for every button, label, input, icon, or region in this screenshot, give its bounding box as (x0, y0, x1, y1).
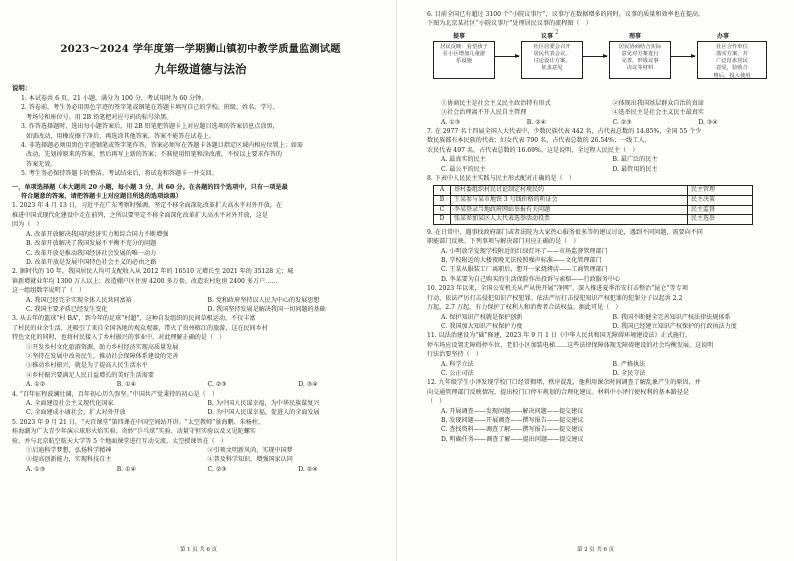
answer-option: C. 改革开放是推动我国经济社会发展的唯一动力 (26, 249, 157, 257)
question-stem-line: 了村民的业余生活，还吸引了来自全国各地的观众观赛，带火了贵州榕江的旅游，这在民间乡村 (12, 324, 268, 332)
statement-item: ④乡村振兴要满足人民日益增长的美好生活需要 (26, 371, 154, 379)
flow-step-box: 居民反映：看望孩子 在小区增加儿童游 乐设施 (433, 41, 495, 79)
statement-item: ②引领文明新风尚，实现中国梦 (207, 447, 293, 455)
flow-step-box: 社区合作单位 落实方案，并 广泛征求居民 意见，验收合 格后，投入使用 (697, 41, 767, 79)
page-2 (397, 0, 794, 561)
answer-option: A. ①③ (441, 118, 461, 126)
question-stem-line: 特色文化的同时，也将村民接入了乡村振兴的事业中，对此理解正确的是（ ） (12, 334, 226, 342)
question-stem-line: 推进中国式现代化建设中走在前列，之所以要坚定不移全面深化改革扩大高水平对外开放，这是 (12, 211, 268, 219)
table-cell: 张某参加某区人大代表选举活动投票 (451, 215, 688, 225)
answer-option: C. 全面建成小康社会，扩大对外开放 (26, 409, 126, 417)
answer-option: A. 保护知识产权就是保护创新 (441, 313, 523, 321)
question-2 (12, 267, 389, 314)
answer-option: A. 科学立法 (441, 360, 474, 368)
question-12 (427, 378, 784, 444)
question-stem-line: 因为（ ） (12, 221, 43, 229)
question-10 (427, 284, 784, 331)
statement-item: ③提高创新能力，实现科技自主 (26, 456, 112, 464)
question-11 (427, 331, 784, 378)
answer-option: C. 我国加大知识产权保护力度 (441, 322, 523, 330)
question-stem-line: 11. 以法治建设为“础”修建，2023 年 9 月 1 日《中华人民共和国无障碍环境建设法》正式施行， (427, 332, 692, 340)
question-stem-line: 向交通管理部门反映情况，提出校门口停车规划的合理化建议。材料中小泽行使权利的基本路径是 (427, 388, 690, 396)
page-mark: 2 (555, 29, 559, 36)
flow-arrow-icon (671, 56, 695, 57)
answer-option: B. ①④ (116, 381, 137, 389)
answer-option: B. 发现问题——开展调查——撰写报告——提交建议 (441, 416, 584, 424)
table-cell: 李某登录当地政府网站举报有关问题 (451, 205, 688, 215)
note-line: 4. 非选择题必须用黑色字迹钢笔或签字笔作答，答案必须写在答题卡各题目指定区域内相应位置上；如需 (21, 142, 303, 150)
question-stem-line: 7. 在 2977 名十四届全国人大代表中，少数民族代表 442 名，占代表总数的 14.85%，全国 55 个少 (427, 128, 702, 136)
question-stem-line: 停车场应设置无障碍停车位，老旧小区加装电梯……这些法律保障体现无障碍建设的社会均衡发展，这说明 (427, 341, 714, 349)
answer-option: B. 最广泛的民主 (612, 156, 658, 164)
question-stem-line: 桂海潮为广大青少年演示球形火焰实验、奇妙“乒乓球”实验、动量守恒实验以及又见陀螺实 (12, 428, 256, 436)
answer-option: D. 全民守法 (612, 369, 646, 377)
table-cell: C (434, 205, 451, 215)
question-6 (427, 10, 784, 127)
question-7 (427, 127, 784, 174)
answer-option: A. 全面建设社会主义现代化国家 (26, 400, 114, 407)
note-line: 3. 作答选择题时，选出每小题答案后，用 2B 铅笔把答题卡上对应题目选项的答案信息点涂黑， (21, 123, 279, 131)
exam-title: 2023～2024 学年度第一学期狮山镇初中教学质量监测试题 (60, 43, 341, 55)
answer-option: D. 改革开放是发展中国特色社会主义的必由之路 (26, 258, 157, 266)
notes-list (12, 94, 389, 179)
statement-item: ②坚持在发展中改善民生，推动社会保障体系建设的完善 (26, 352, 179, 360)
answer-option: A. 小明放学发现学校附近的红绿灯坏了——市场监督管理部门 (441, 247, 608, 255)
question-stem-line: 验，并与北京航空航天大学等 5 个地面课堂进行互动交流。太空授课旨在（ ） (12, 437, 227, 445)
answer-option: D. 为中国人民谋幸福，促进人的全面发展 (207, 409, 320, 417)
question-1 (12, 201, 389, 267)
notes-label: 说明： (12, 84, 32, 92)
table-row (434, 196, 753, 206)
question-stem-line: 9. 在日常中，遇事找政府部门或者法院为大家热心服务很多等的建议讨论，遇到不同问题，需要向不同 (427, 228, 703, 236)
table-cell: 民主监督 (688, 205, 753, 215)
question-8 (427, 174, 784, 225)
question-stem-line: 1. 2023 年 4 月 13 日，习近平在广东考察时强调，坚定不移全面深化改革扩大高水平对外开放，在 (12, 202, 283, 210)
table-cell: A (434, 186, 451, 196)
note-line: 改动，先划掉原来的答案，然后再写上新的答案；不准使用铅笔和涂改液。不按以上要求作答的 (26, 151, 282, 159)
answer-option: B. ②④ (526, 118, 547, 126)
answer-option: D. ③④ (698, 118, 718, 126)
table-row (434, 205, 753, 215)
question-3 (12, 314, 389, 389)
answer-option: D. 我国坚持发展是解决我国一切问题的基础 (207, 305, 326, 313)
question-stem-line: 农民代表 497 名，占代表总数的 16.69%。这是说明，全过程人民民主（ ） (427, 146, 639, 154)
table-row (434, 186, 753, 196)
question-stem-line: 万起，2.7 万起，有力保护了权利人和消费者合法权益。据此可见（ ） (427, 304, 622, 312)
flow-step-label: 议事 (541, 32, 554, 40)
table-cell: 王某参与某市地铁 3 号线价格的听证会 (451, 196, 688, 206)
answer-option: D. ②④ (298, 465, 318, 473)
statement-item: ②体现出我国基层群众自治的真谛 (612, 99, 704, 107)
question-stem-line: 行动，依法严厉打击侵犯知识产权犯罪。依法严厉打击侵犯知识产权犯罪的犯罪分子以起诉 2.2 (427, 294, 683, 302)
question-4 (12, 390, 389, 418)
question-stem-line: 10. 2023 年以来，全国公安机关从严从快开展“净网”、深入推进夏季治安打击整治“昆仑”等专项 (427, 285, 688, 293)
table-cell: D (434, 215, 451, 225)
answer-option: D. 最管用的民主 (612, 165, 658, 173)
flow-arrow-icon (495, 56, 519, 57)
answer-option: D. ③④ (298, 381, 318, 389)
flow-chart (433, 31, 784, 95)
answer-option: D. 我国已经建立知识产权保护的行政执法力度 (612, 322, 737, 330)
question-stem-line: （ ） (427, 398, 446, 406)
statement-item: ③社会治理离不开人民自主管理 (441, 109, 527, 117)
section-1-heading: 一、单项选择题（本大题共 20 小题，每小题 3 分，共 60 分。在各题的四个选项中，只有一项是最 (12, 183, 288, 191)
table-cell: 基村委组织村民讨论制定村规民约 (451, 186, 688, 196)
question-stem-line: 12. 九年级学生小泽发现学校门口经常拥堵，秩序混乱，他利用课余时间调查了解乱象产生的原因，并 (427, 379, 701, 387)
statement-item: ④选举民主是社会主义民主最真实 (612, 109, 704, 117)
answer-option: A. ①③ (26, 465, 46, 473)
question-stem-line: 下图为北京某社区“小院议事厅”处理居民议事的流程图（ ） (427, 20, 592, 28)
note-line: 答案无效。 (26, 160, 57, 168)
exam-subject: 九年级道德与法治 (154, 62, 247, 76)
note-line: 5. 考生务必保持答题卡的整洁。考试结束后，将试卷和答题卡一并交回。 (21, 170, 218, 178)
answer-option: B. 学校附近的大楼夜晚无法按照噪声标准——文化管理部门 (441, 257, 602, 265)
answer-option: B. 我国不断健全完善知识产权法律法规体系 (612, 313, 731, 321)
question-stem-line: 5. 2023 年 9 月 21 日，“天宫课堂”第四课在中国空间站开讲。“太空教师”景海鹏、朱杨柱、 (12, 418, 265, 426)
note-line: 1. 本试卷共 6 页，21 小题，满分为 100 分，考试用时为 60 分钟。 (21, 95, 208, 102)
answer-option: C. 我国主要矛盾已经发生变化 (26, 305, 108, 313)
answer-option: C. 最公平的民主 (441, 165, 486, 173)
question-stem-line: 这一组组数字说明了（ ） (12, 287, 86, 295)
answer-option: A. 最真实的民主 (441, 156, 486, 164)
answer-option: A. 改革开放解决我国的经济实力和综合国力不断增强 (26, 230, 169, 238)
answer-option: C. 公正司法 (441, 369, 474, 377)
flow-step-box: 社区居委会召开 居民代表会议， 讨论设计方案， 征求意见 (521, 41, 583, 79)
statement-item: ①开发乡村文化旅游资源，助力乡村经济实现高质量发展 (26, 343, 179, 351)
table-cell: 民主选举 (688, 215, 753, 225)
answer-option: C. 王某从服装工厂离职后，想开一家烧烤店——工商管理部门 (441, 266, 608, 274)
page-1-footer: 第 1 页 共 6 页 (180, 547, 217, 553)
answer-option: B. 为中国人民谋幸福，为中华民族谋复兴 (207, 400, 320, 407)
flow-step-label: 理事 (629, 32, 642, 40)
flow-arrow-icon (583, 56, 607, 57)
question-stem-line: 镇新增就业年均 1300 万人以上；改造棚户区住房 4200 多万套，改造农村危房 2400 多万户…… (12, 277, 278, 285)
question-stem-line: 6. 目前全国已有超过 3100 个“小院议事厅”，议事厅在数据增多的同时，议事的质量和效率也在提高， (427, 11, 705, 18)
answer-option: D. 李某要为自己购买的生活保险作出投诉与索赔——行政服务中心 (441, 275, 621, 283)
answer-option: B. 党和政府坚持以人民为中心的发展思想 (207, 296, 320, 304)
answer-option: C. ②③ (207, 381, 227, 389)
question-stem-line: 3. 从去年的篮球“村 BA”，到今年的足球“村超”，这种自发组织的民间草根运动，不仅丰富 (12, 315, 256, 323)
question-8-stem: 8. 下表中人民民主实践与民主形式配对正确的是（ ） (427, 175, 575, 183)
question-stem-line: 4. “百年征程波澜壮阔，百年初心历久弥坚。”中国共产党秉持的初心是（ ） (12, 390, 218, 398)
question-5 (12, 418, 389, 474)
table-cell: 民主决策 (688, 196, 753, 206)
answer-option: D. 明确任务——调查了解——提出问题——提交建议 (441, 435, 584, 443)
question-stem-line: 行法治要坚持（ ） (427, 351, 482, 359)
table-row (434, 215, 753, 225)
question-stem-line: 职能部门反映。下列事项与解决部门对应正确的是（ ） (427, 238, 580, 246)
answer-option: C. ②③ (612, 118, 632, 126)
flow-step-box: 居民协商结合实际 意见对方案进行 完善，形成议事 决议等材料 (609, 41, 671, 79)
answer-option: C. ②③ (207, 465, 227, 473)
flow-step-label: 提事 (453, 32, 466, 40)
note-line: 如需改动，用橡皮擦干净后，再选涂其他答案，答案不能答在试卷上。 (26, 132, 215, 140)
question-9 (427, 228, 784, 284)
flow-step-label: 办事 (717, 32, 730, 40)
page-2-footer: 第 2 页 共 6 页 (577, 547, 614, 553)
statement-item: ①协商民主是社会主义民主政治特有形式 (441, 99, 551, 107)
answer-option: C. 查找资料——调查了解——撰写报告——提交建议 (441, 426, 584, 434)
statement-item: ①启迪科学梦想，弘扬科学精神 (26, 447, 112, 455)
question-stem-line: 2. 据时代的 10 年，我国居民人均可支配收入从 2012 年的 16510 元增长至 2021 年的 35128 元；城 (12, 268, 294, 276)
table-cell: 民主管理 (688, 186, 753, 196)
question-8-table (433, 185, 753, 224)
table-cell: B (434, 196, 451, 206)
answer-option: A. ①② (26, 381, 46, 389)
answer-option: B. ①④ (116, 465, 137, 473)
answer-option: A. 开展调查——发现问题——解决问题——提交建议 (441, 407, 584, 415)
note-line: 考场号和座位号。用 2B 铅笔把对应号码的标号涂黑。 (26, 113, 173, 121)
statement-item: ③推动乡村振兴，就是为了提高人民生活水平 (26, 362, 148, 370)
answer-option: A. 我国已经完全实现全体人民共同富裕 (26, 296, 132, 304)
section-1-heading-cont: 符合题意的答案，请把答题卡上对应题目所选的选项涂黑） (21, 193, 182, 201)
answer-option: B. 改革开放解决了我国发展不平衡不充分的问题 (26, 240, 157, 248)
question-stem-line: 数民族都有本民族的代表；妇女代表 790 名，占代表总数的 26.54%；一线工人、 (427, 137, 651, 145)
statement-item: ④普及科学知识，增强国家认同 (207, 456, 293, 464)
answer-option: B. 严格执法 (612, 360, 646, 368)
note-line: 2. 答卷前，考生务必用黑色字迹的签字笔或钢笔在答题卡填写自己的学校、班级、姓名、学号、 (21, 104, 279, 112)
